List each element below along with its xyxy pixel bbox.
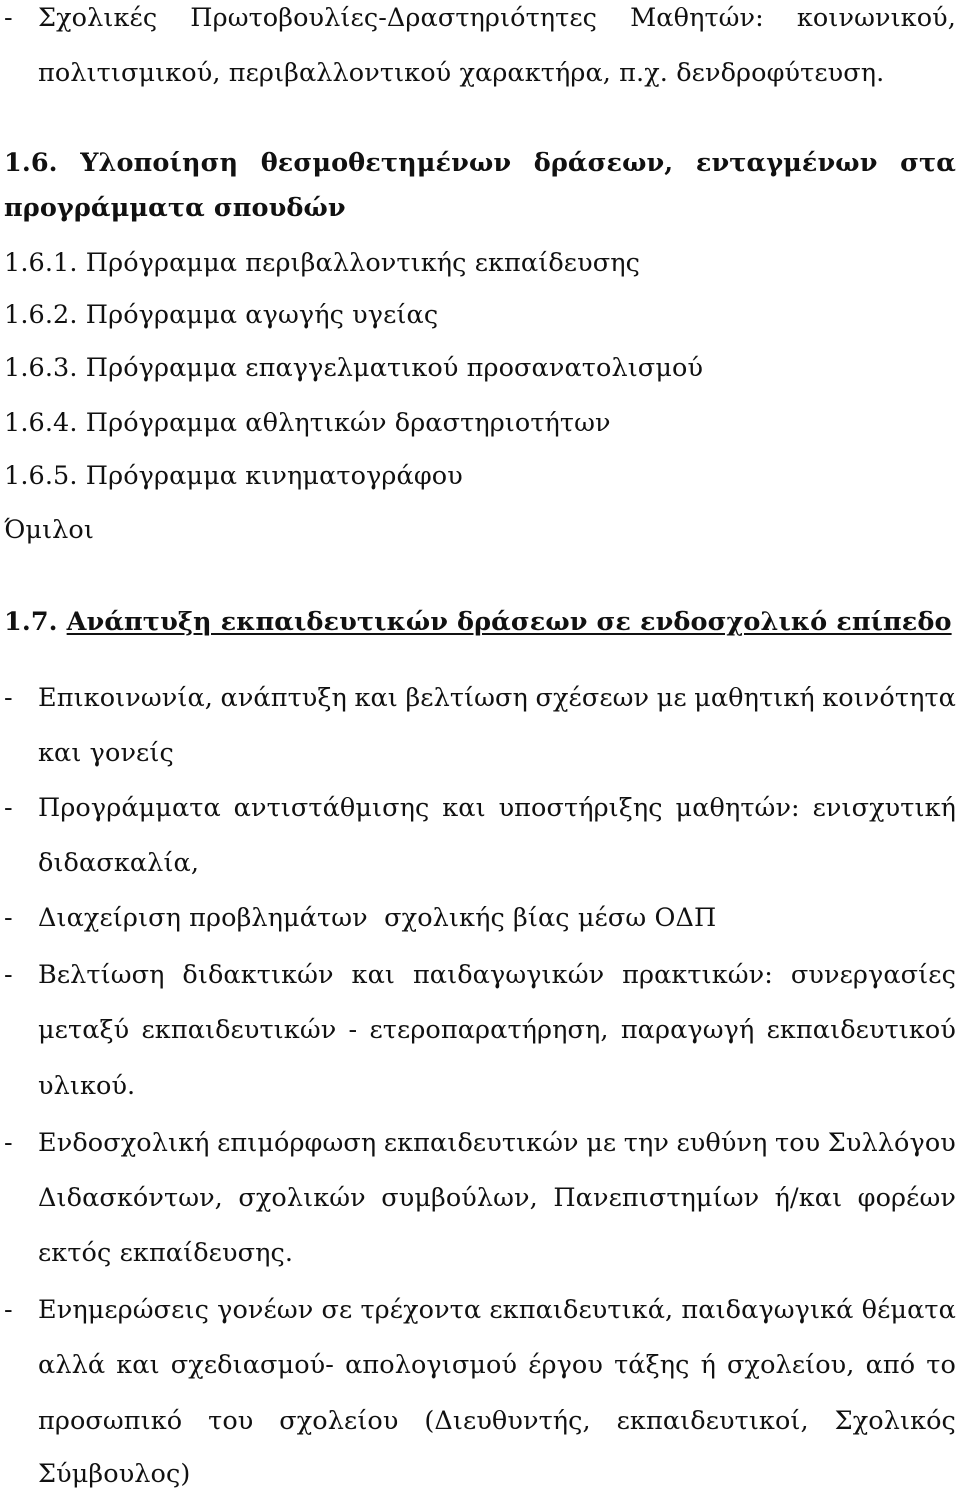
bullet-line	[38, 1012, 956, 1048]
bullet-line	[38, 1180, 956, 1216]
word: σχολείου,	[727, 1350, 855, 1380]
word: με	[586, 1128, 617, 1158]
word: μαθητική	[694, 683, 815, 713]
program-item: 1.6.1. Πρόγραμμα περιβαλλοντικής εκπαίδευσης	[4, 248, 640, 278]
word: Ενημερώσεις	[38, 1295, 209, 1325]
word: ή	[700, 1350, 716, 1380]
bullet-dash: -	[4, 793, 13, 823]
heading-text: Ανάπτυξη εκπαιδευτικών δράσεων σε ενδοσχολικό επίπεδο	[66, 607, 952, 637]
bullet-line: Σύμβουλος)	[38, 1459, 191, 1489]
word: Επικοινωνία,	[38, 683, 213, 713]
word: σχεδιασμού-	[170, 1350, 334, 1380]
bullet-line: διδασκαλία,	[38, 848, 200, 878]
word: συμβούλων,	[381, 1183, 538, 1213]
word: παιδαγωγικά	[681, 1295, 854, 1325]
section-heading-1-6	[4, 145, 956, 181]
heading-word: Υλοποίηση	[80, 148, 239, 178]
word: Σχολικός	[834, 1406, 956, 1436]
bullet-line: Διαχείριση προβλημάτων σχολικής βίας μέσω ΟΔΠ	[38, 903, 717, 933]
bullet-line	[38, 1125, 956, 1161]
word: γονέων	[217, 1295, 314, 1325]
clubs-item: Όμιλοι	[4, 515, 94, 545]
heading-word: θεσμοθετημένων	[260, 148, 512, 178]
bullet-dash: -	[4, 960, 13, 990]
word: του	[208, 1406, 254, 1436]
word: απολογισμού	[345, 1350, 518, 1380]
word: και	[442, 793, 486, 823]
bullet-line	[38, 1403, 956, 1439]
word: διδακτικών	[182, 960, 334, 990]
heading-number: 1.7.	[4, 607, 58, 637]
bullet-dash: -	[4, 903, 13, 933]
word: επιμόρφωση	[217, 1128, 377, 1158]
program-item: 1.6.3. Πρόγραμμα επαγγελματικού προσανατολισμού	[4, 353, 704, 383]
bullet-line: και γονείς	[38, 738, 174, 768]
word: σχολικών	[238, 1183, 366, 1213]
word: θέματα	[861, 1295, 956, 1325]
bullet-line	[38, 680, 956, 716]
word: έργου	[528, 1350, 603, 1380]
bullet-dash: -	[4, 683, 13, 713]
word: Πανεπιστημίων	[553, 1183, 760, 1213]
word: πρακτικών:	[622, 960, 773, 990]
word: προσωπικό	[38, 1406, 183, 1436]
word: (Διευθυντής,	[424, 1406, 591, 1436]
word: εκπαιδευτικών	[141, 1015, 337, 1045]
word: Προγράμματα	[38, 793, 221, 823]
word: και	[351, 960, 396, 990]
word: ενισχυτική	[812, 793, 956, 823]
word: κοινωνικού,	[796, 3, 956, 33]
word: μεταξύ	[38, 1015, 130, 1045]
bullet-dash: -	[4, 1128, 13, 1158]
word: κοινότητα	[822, 683, 956, 713]
paragraph-line: πολιτισμικού, περιβαλλοντικού χαρακτήρα, π.χ. δενδροφύτευση.	[38, 58, 885, 88]
word: σε	[321, 1295, 353, 1325]
word: Συλλόγου	[827, 1128, 956, 1158]
word: από	[865, 1350, 916, 1380]
word: τάξης	[614, 1350, 690, 1380]
word: και	[354, 683, 398, 713]
word: -	[348, 1015, 358, 1045]
heading-word: δράσεων,	[533, 148, 674, 178]
word: εκπαιδευτικού	[766, 1015, 956, 1045]
word: αλλά	[38, 1350, 106, 1380]
word: του	[774, 1128, 821, 1158]
bullet-line	[38, 1292, 956, 1328]
section-heading-1-6-continued: προγράμματα σπουδών	[4, 193, 346, 223]
word: Ενδοσχολική	[38, 1128, 210, 1158]
word: την	[623, 1128, 669, 1158]
word: το	[926, 1350, 956, 1380]
word: τρέχοντα	[360, 1295, 482, 1325]
heading-word: 1.6.	[4, 148, 58, 178]
word: ανάπτυξη	[220, 683, 347, 713]
bullet-line	[38, 790, 956, 826]
bullet-line: υλικού.	[38, 1071, 136, 1101]
program-item: 1.6.2. Πρόγραμμα αγωγής υγείας	[4, 300, 439, 330]
word: Σχολικές	[38, 3, 158, 33]
word: εκπαιδευτικοί,	[616, 1406, 809, 1436]
word: παιδαγωγικών	[412, 960, 605, 990]
program-item: 1.6.4. Πρόγραμμα αθλητικών δραστηριοτήτων	[4, 408, 611, 438]
bullet-line	[38, 957, 956, 993]
program-item: 1.6.5. Πρόγραμμα κινηματογράφου	[4, 461, 463, 491]
word: Βελτίωση	[38, 960, 165, 990]
word: σχολείου	[279, 1406, 399, 1436]
bullet-dash: -	[4, 1295, 13, 1325]
word: Διδασκόντων,	[38, 1183, 223, 1213]
word: σχέσεων	[535, 683, 650, 713]
paragraph-line	[38, 0, 956, 36]
word: φορέων	[857, 1183, 956, 1213]
heading-word: στα	[900, 148, 956, 178]
word: συνεργασίες	[790, 960, 956, 990]
word: εκπαιδευτικά,	[489, 1295, 674, 1325]
word: αντιστάθμισης	[233, 793, 430, 823]
word: Μαθητών:	[630, 3, 764, 33]
word: ή/και	[774, 1183, 843, 1213]
word: μαθητών:	[675, 793, 800, 823]
bullet-line: εκτός εκπαίδευσης.	[38, 1238, 294, 1268]
word: και	[116, 1350, 160, 1380]
word: ευθύνη	[676, 1128, 768, 1158]
bullet-dash: -	[4, 3, 13, 33]
word: με	[656, 683, 687, 713]
word: εκπαιδευτικών	[383, 1128, 579, 1158]
word: βελτίωση	[405, 683, 528, 713]
heading-word: ενταγμένων	[695, 148, 878, 178]
word: παραγωγή	[620, 1015, 755, 1045]
word: ετεροπαρατήρηση,	[369, 1015, 609, 1045]
section-heading-1-7	[4, 604, 960, 640]
word: Πρωτοβουλίες-Δραστηριότητες	[190, 3, 598, 33]
word: υποστήριξης	[498, 793, 663, 823]
bullet-line	[38, 1347, 956, 1383]
